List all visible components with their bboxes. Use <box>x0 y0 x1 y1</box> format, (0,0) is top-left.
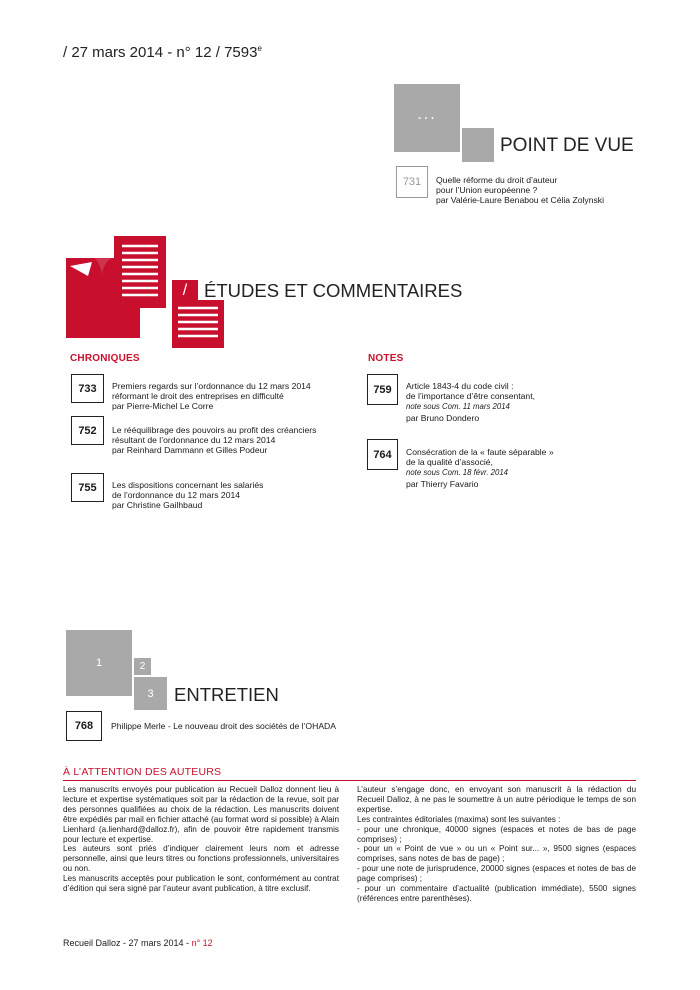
page-number: 755 <box>78 481 97 494</box>
dots-glyph: ... <box>417 106 437 123</box>
entry-line: Quelle réforme du droit d’auteur <box>436 175 558 185</box>
attention-left-column <box>63 785 339 894</box>
paragraph: - pour un « Point de vue » ou un « Point sur... », 9500 signes (espaces comprises, sans notes de bas de page) ; <box>357 844 636 864</box>
paragraph: Les manuscrits envoyés pour publication au Recueil Dalloz donnent lieu à lecture et expertise systématiques soit par la rédaction de la revue, soit par des personnes qualifiées au choix de la rédaction. Les manuscrits doivent être expédiés par mail en fichier attaché (au format word si possible) à Alain Lienhard (a.lienhard@dalloz.fr), afin de pouvoir être rapidement transmis pour lecture et expertise. <box>63 785 339 844</box>
etudes-slash-box <box>172 280 198 302</box>
entry-line: Premiers regards sur l’ordonnance du 12 mars 2014 <box>112 381 311 391</box>
entry-author: par Pierre-Michel Le Corre <box>112 401 214 412</box>
entretien-icon-2 <box>134 658 151 675</box>
entry-note <box>406 467 554 478</box>
chronique-entry <box>112 425 316 456</box>
number-3: 3 <box>147 687 154 700</box>
page-footer <box>63 938 213 948</box>
point-de-vue-icon-large <box>394 84 460 152</box>
entretien-entry: Philippe Merle - Le nouveau droit des sociétés de l’OHADA <box>111 721 336 731</box>
issue-sup: e <box>257 44 262 53</box>
footer-text: Recueil Dalloz - 27 mars 2014 - <box>63 938 192 948</box>
note-entry <box>406 381 535 423</box>
chronique-page-box <box>71 473 104 502</box>
note-page-box <box>367 374 398 405</box>
entretien-icon-3 <box>134 677 167 710</box>
entry-line: de la qualité d’associé, <box>406 457 493 468</box>
entretien-title: ENTRETIEN <box>174 684 279 705</box>
footer-issue-number: n° 12 <box>191 938 213 948</box>
chroniques-heading: CHRONIQUES <box>70 353 140 364</box>
point-de-vue-page-box <box>396 166 428 198</box>
entry-line: Consécration de la « faute séparable » <box>406 447 554 457</box>
paragraph: - pour un commentaire d’actualité (publication immédiate), 5500 signes (références entre parenthèses). <box>357 884 636 903</box>
page-number: 733 <box>78 382 97 395</box>
note-ref: note sous Com. 18 févr. 2014 <box>406 468 508 478</box>
etudes-title: ÉTUDES ET COMMENTAIRES <box>204 280 463 301</box>
point-de-vue-icon-small <box>462 128 494 162</box>
entry-author: par Christine Gailhbaud <box>112 500 203 511</box>
paragraph: - pour une chronique, 40000 signes (espaces et notes de bas de page comprises) ; <box>357 824 636 844</box>
attention-rule <box>63 780 636 781</box>
slash-glyph: / <box>182 282 188 299</box>
entry-line: réformant le droit des entreprises en difficulté <box>112 391 284 402</box>
attention-right-column <box>357 785 636 904</box>
entry-author: par Thierry Favario <box>406 478 479 489</box>
page-number: 752 <box>78 424 97 437</box>
entry-note <box>406 401 535 412</box>
entry-line: Le rééquilibrage des pouvoirs au profit des créanciers <box>112 425 317 435</box>
page-number: 768 <box>74 720 94 732</box>
paragraph: Les auteurs sont priés d’indiquer clairement leurs nom et adresse personnelle, ainsi que leurs titres ou fonctions professionnels, universitaires ou non. <box>63 844 339 874</box>
note-entry <box>406 447 554 489</box>
page-number: 764 <box>373 448 392 461</box>
chronique-page-box <box>71 416 104 445</box>
paragraph: L’auteur s’engage donc, en envoyant son manuscrit à la rédaction du Recueil Dalloz, à ne pas le soumettre à un autre périodique le temps de son expertise. <box>357 785 636 814</box>
entry-author: par Valérie-Laure Benabou et Célia Zolynski <box>436 195 604 206</box>
entry-author: par Bruno Dondero <box>406 412 480 423</box>
chronique-page-box <box>71 374 104 403</box>
page-number: 731 <box>402 176 422 188</box>
paragraph: Les contraintes éditoriales (maxima) sont les suivantes : <box>357 814 561 824</box>
issue-header <box>63 44 262 61</box>
chronique-entry <box>112 381 311 412</box>
chronique-entry <box>112 480 263 511</box>
number-1: 1 <box>95 657 103 669</box>
entry-line: Les dispositions concernant les salariés <box>112 480 264 490</box>
entry-line: Article 1843-4 du code civil : <box>406 381 514 391</box>
notes-heading: NOTES <box>368 353 404 364</box>
point-de-vue-entry <box>436 175 604 206</box>
entry-author: par Reinhard Dammann et Gilles Podeur <box>112 445 268 456</box>
entry-line: de l’importance d’être consentant, <box>406 391 535 402</box>
note-page-box <box>367 439 398 470</box>
paragraph: - pour une note de jurisprudence, 20000 signes (espaces et notes de bas de page comprises) ; <box>357 864 636 884</box>
entretien-icon-1 <box>66 630 132 696</box>
entry-line: pour l’Union européenne ? <box>436 185 538 196</box>
paragraph: Les manuscrits acceptés pour publication le sont, conformément au contrat d’édition qui sera signé par l’auteur avant publication, à titre exclusif. <box>63 874 339 894</box>
point-de-vue-title: POINT DE VUE <box>500 135 634 156</box>
number-2: 2 <box>139 661 146 672</box>
page-number: 759 <box>373 383 392 396</box>
entretien-page-box <box>66 711 102 741</box>
attention-heading: À L’ATTENTION DES AUTEURS <box>63 766 222 778</box>
note-ref: note sous Com. 11 mars 2014 <box>406 402 510 412</box>
entry-line: de l’ordonnance du 12 mars 2014 <box>112 490 241 501</box>
entry-line: résultant de l’ordonnance du 12 mars 2014 <box>112 435 276 446</box>
issue-text: / 27 mars 2014 - n° 12 / 7593 <box>63 44 258 61</box>
